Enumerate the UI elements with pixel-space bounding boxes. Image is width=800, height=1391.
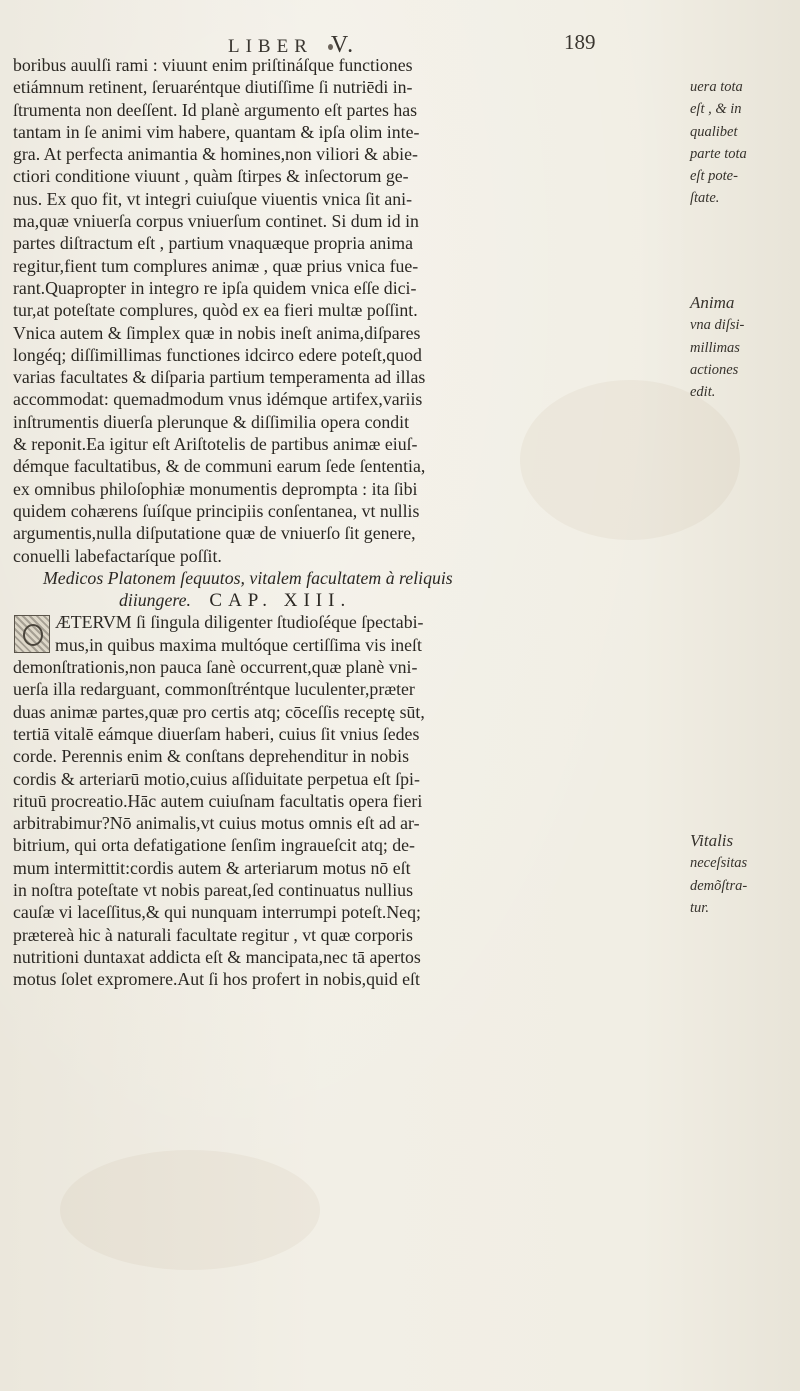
text-line: boribus auulſi rami : viuunt enim priſtináſque functiones bbox=[13, 55, 413, 75]
text-line: varias facultates & diſparia partium temperamenta ad illas bbox=[13, 367, 426, 388]
paragraph-before-chapter bbox=[13, 54, 681, 567]
margin-note-line: ſtate. bbox=[690, 190, 720, 207]
decorated-initial-icon bbox=[14, 615, 50, 653]
chapter-title-line-2: diiungere. bbox=[119, 590, 191, 611]
margin-note-line: tur. bbox=[690, 899, 709, 916]
margin-note-line: vna diſsi- bbox=[690, 317, 745, 334]
text-line: in noſtra poteſtate vt nobis pareat,ſed continuatus nullius bbox=[13, 879, 413, 900]
running-title-text: LIBER bbox=[228, 36, 313, 57]
text-line: tur,at poteſtate complures, quòd ex ea fieri multæ poſſint. bbox=[13, 300, 418, 321]
text-line: regitur,fient tum complures animæ , quæ prius vnica fue- bbox=[13, 255, 419, 276]
text-line: ex omnibus philoſophiæ monumentis deprompta : ita ſibi bbox=[13, 478, 418, 499]
text-line: démque facultatibus, & de communi earum ſede ſententia, bbox=[13, 456, 426, 477]
text-line: mum intermittit:cordis autem & arteriarum motus nō eſt bbox=[13, 857, 411, 878]
text-line: corde. Perennis enim & conſtans deprehenditur in nobis bbox=[13, 746, 410, 767]
text-line: cauſæ vi laceſſitus,& qui nunquam interrumpi poteſt.Neq; bbox=[13, 902, 421, 923]
chapter-label: CAP. XIII. bbox=[209, 590, 352, 612]
main-text-column bbox=[13, 54, 681, 990]
margin-note-line: parte tota bbox=[690, 145, 747, 162]
text-line: tantam in ſe animi vim habere, quantam & ipſa olim inte- bbox=[13, 121, 420, 142]
margin-note-line: qualibet bbox=[690, 123, 738, 140]
text-line: tertiā vitalē eámque diuerſam haberi, cuius ſit vnius ſedes bbox=[13, 723, 420, 744]
text-line: uerſa illa redarguant, commonſtréntque luculenter,præter bbox=[13, 679, 415, 700]
chapter-title bbox=[13, 567, 681, 589]
text-line: duas animæ partes,quæ pro certis atq; cōceſſis receptę sūt, bbox=[13, 701, 425, 722]
text-line: bitrium, qui orta defatigatione ſenſim ingraueſcit atq; de- bbox=[13, 835, 415, 856]
chapter-heading-row bbox=[13, 589, 681, 611]
text-line: inſtrumentis diuerſa plerunque & diſſimilia opera condit bbox=[13, 411, 410, 432]
text-line: argumentis,nulla diſputatione quæ de vniuerſo ſit genere, bbox=[13, 523, 416, 544]
text-line: partes diſtractum eſt , partium vnaquæque propria anima bbox=[13, 233, 413, 254]
text-line: ctiori conditione viuunt , quàm ſtirpes & inſectorum ge- bbox=[13, 166, 409, 187]
margin-note-line: neceſsitas bbox=[690, 855, 748, 872]
text-line: Vnica autem & ſimplex quæ in nobis ineſt anima,diſpares bbox=[13, 322, 421, 343]
text-line: longéq; diſſimillimas functiones idcirco edere poteſt,quod bbox=[13, 344, 422, 365]
margin-note-line: eſt pote- bbox=[690, 168, 738, 185]
page-number: 189 bbox=[564, 30, 596, 54]
volume-number: V. bbox=[330, 32, 356, 58]
margin-note-line: demõſtra- bbox=[690, 877, 748, 894]
marginal-note-1 bbox=[690, 76, 800, 210]
text-line: & reponit.Ea igitur eſt Ariſtotelis de partibus animæ eiuſ- bbox=[13, 434, 418, 455]
paper-stain bbox=[60, 1150, 320, 1270]
chapter-title-line-1: Medicos Platonem ſequutos, vitalem facultatem à reliquis bbox=[43, 567, 453, 588]
text-line: quidem cohærens ſuíſque principiis conſentanea, vt nullis bbox=[13, 500, 420, 521]
marginal-note-3 bbox=[690, 830, 800, 919]
text-line: etiámnum retinent, ſeruaréntque diutiſſime ſi nutriēdi in- bbox=[13, 77, 413, 98]
margin-note-line: millimas bbox=[690, 339, 740, 356]
text-line: conuelli labefactaríque poſſit. bbox=[13, 545, 222, 566]
text-line: ſtrumenta non deeſſent. Id planè argumento eſt partes has bbox=[13, 99, 418, 120]
margin-note-line: edit. bbox=[690, 384, 716, 401]
text-line: prætereà hic à naturali facultate regitur , vt quæ corporis bbox=[13, 924, 413, 945]
text-line: rant.Quapropter in integro re ipſa quidem vnica eſſe dici- bbox=[13, 277, 417, 298]
text-line: gra. At perfecta animantia & homines,non viliori & abie- bbox=[13, 144, 418, 165]
paragraph-after-chapter bbox=[13, 611, 681, 990]
text-line: cordis & arteriarū motio,cuius aſſiduitate perpetua eſt ſpi- bbox=[13, 768, 420, 789]
text-line: ma,quæ vniuerſa corpus vniuerſum continet. Si dum id in bbox=[13, 211, 419, 232]
text-line: arbitrabimur?Nō animalis,vt cuius motus omnis eſt ad ar- bbox=[13, 813, 420, 834]
text-line: mus,in quibus maxima multóque certiſſima vis ineſt bbox=[55, 634, 422, 655]
margin-note-line: actiones bbox=[690, 361, 739, 378]
margin-note-line: eſt , & in bbox=[690, 101, 742, 118]
margin-note-line: uera tota bbox=[690, 79, 743, 95]
text-line: nus. Ex quo fit, vt integri cuiuſque viuentis vnica ſit ani- bbox=[13, 188, 413, 209]
margin-note-line: Anima bbox=[690, 293, 735, 312]
marginal-note-2 bbox=[690, 292, 800, 403]
margin-note-line: Vitalis bbox=[690, 831, 734, 850]
text-line: rituū procreatio.Hāc autem cuiuſnam facultatis opera fieri bbox=[13, 790, 423, 811]
text-line: motus ſolet expromere.Aut ſi hos profert in nobis,quid eſt bbox=[13, 969, 420, 990]
text-line: accommodat: quemadmodum vnus idémque artifex,variis bbox=[13, 389, 423, 410]
text-line: demonſtrationis,non pauca ſanè occurrent,quæ planè vni- bbox=[13, 657, 418, 678]
text-line: ÆTERVM ſi ſingula diligenter ſtudioſéque ſpectabi- bbox=[55, 612, 424, 633]
text-line: nutritioni duntaxat addicta eſt & mancipata,nec tā apertos bbox=[13, 946, 421, 967]
